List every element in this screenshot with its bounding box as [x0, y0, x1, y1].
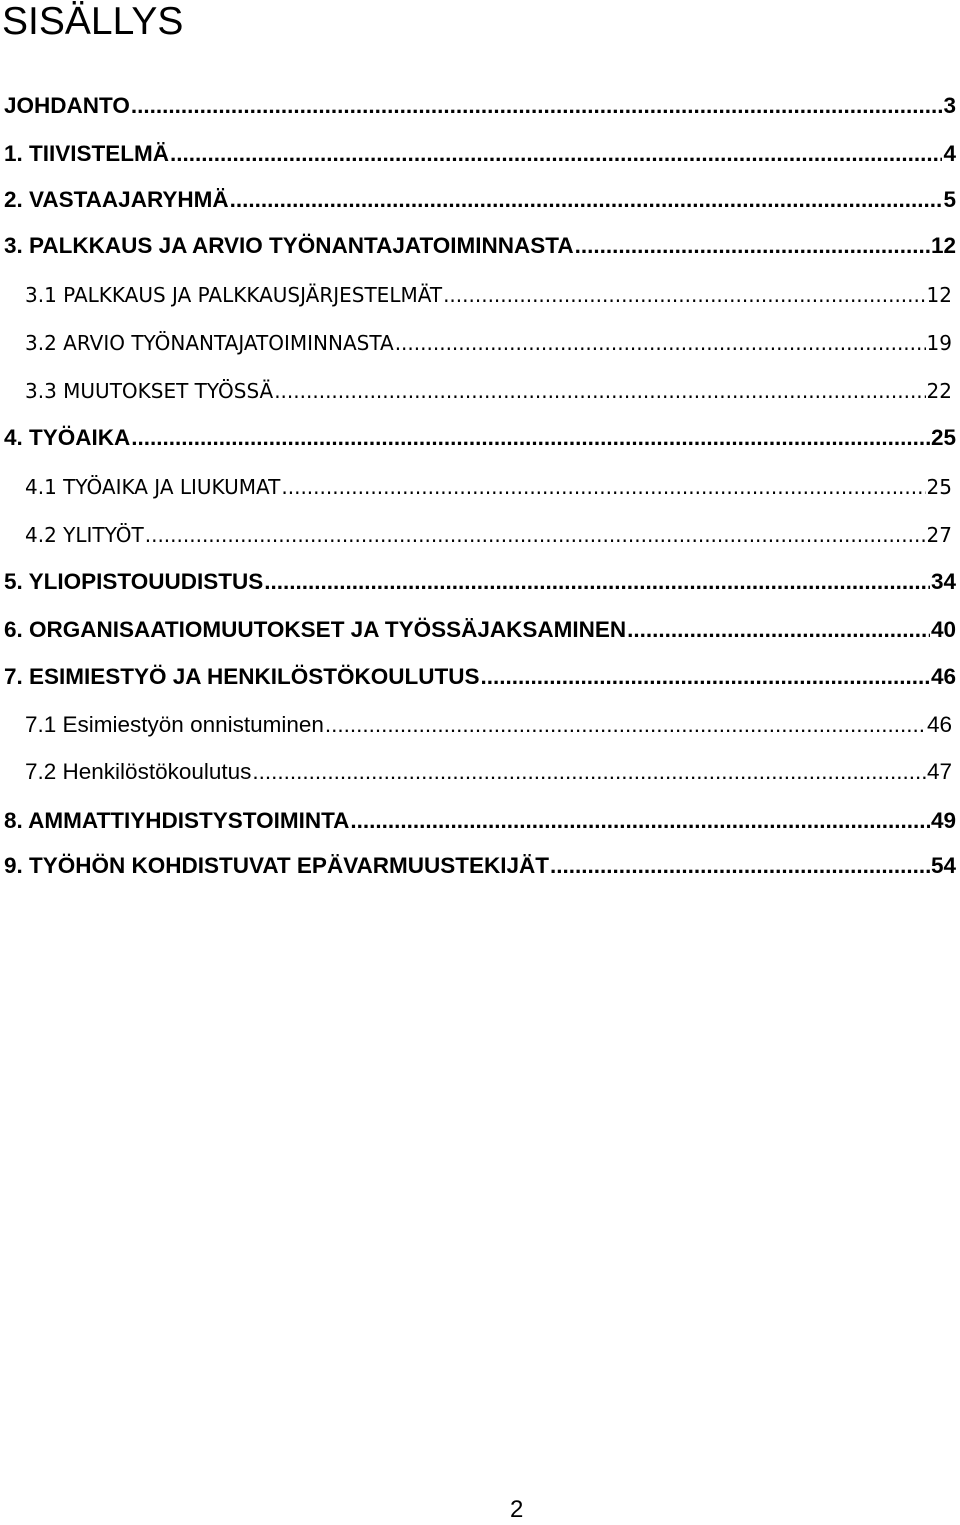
toc-entry[interactable] — [4, 230, 956, 262]
toc-entry-page: 4 — [943, 141, 956, 166]
toc-entry[interactable] — [25, 327, 952, 359]
toc-entry-page: 27 — [926, 523, 952, 547]
toc-dot-leader — [395, 327, 926, 359]
toc-entry-label: 2. VASTAAJARYHMÄ — [4, 187, 229, 212]
toc-dot-leader — [131, 90, 943, 122]
toc-dot-leader — [145, 519, 926, 551]
toc-entry-label: 4. TYÖAIKA — [4, 425, 131, 450]
toc-entry-page: 49 — [930, 808, 956, 833]
toc-dot-leader — [170, 138, 942, 170]
toc-dot-leader — [550, 850, 930, 882]
toc-entry-page: 34 — [930, 569, 956, 594]
toc-dot-leader — [443, 279, 925, 311]
toc-entry-label: 7. ESIMIESTYÖ JA HENKILÖSTÖKOULUTUS — [4, 664, 480, 689]
toc-dot-leader — [480, 661, 930, 693]
toc-entry-page: 46 — [926, 712, 952, 737]
toc-entry-page: 22 — [926, 379, 952, 403]
toc-dot-leader — [325, 709, 926, 741]
toc-entry[interactable] — [25, 375, 952, 407]
toc-dot-leader — [264, 566, 930, 598]
toc-entry-page: 40 — [930, 617, 956, 642]
toc-entry-page: 47 — [926, 759, 952, 784]
toc-entry-label: 7.2 Henkilöstökoulutus — [25, 759, 252, 784]
toc-entry-label: 5. YLIOPISTOUUDISTUS — [4, 569, 264, 594]
toc-entry[interactable] — [4, 805, 956, 837]
toc-entry[interactable] — [25, 709, 952, 741]
toc-dot-leader — [627, 614, 930, 646]
toc-entry-page: 12 — [926, 283, 952, 307]
toc-entry-page: 19 — [926, 331, 952, 355]
toc-entry-page: 25 — [926, 475, 952, 499]
toc-entry-label: 3. PALKKAUS JA ARVIO TYÖNANTAJATOIMINNASTA — [4, 233, 574, 258]
page-number: 2 — [510, 1496, 524, 1523]
toc-entry[interactable] — [4, 422, 956, 454]
toc-entry[interactable] — [4, 184, 956, 216]
toc-entry-page: 3 — [943, 93, 956, 118]
toc-entry[interactable] — [4, 138, 956, 170]
toc-dot-leader — [575, 230, 930, 262]
toc-entry-label: 3.3 MUUTOKSET TYÖSSÄ — [25, 379, 274, 403]
toc-entry-label: JOHDANTO — [4, 93, 130, 118]
toc-entry-label: 4.1 TYÖAIKA JA LIUKUMAT — [25, 475, 281, 499]
toc-entry-label: 7.1 Esimiestyön onnistuminen — [25, 712, 324, 737]
toc-entry-page: 54 — [930, 853, 956, 878]
toc-entry-page: 25 — [930, 425, 956, 450]
toc-entry[interactable] — [4, 614, 956, 646]
toc-entry-label: 3.1 PALKKAUS JA PALKKAUSJÄRJESTELMÄT — [25, 283, 443, 307]
toc-entry-page: 12 — [930, 233, 956, 258]
toc-entry[interactable] — [4, 661, 956, 693]
toc-entry[interactable] — [4, 850, 956, 882]
toc-dot-leader — [252, 756, 926, 788]
toc-dot-leader — [274, 375, 925, 407]
toc-entry[interactable] — [25, 471, 952, 503]
toc-dot-leader — [230, 184, 943, 216]
toc-dot-leader — [350, 805, 930, 837]
toc-entry[interactable] — [25, 279, 952, 311]
toc-dot-leader — [131, 422, 930, 454]
toc-entry-label: 8. AMMATTIYHDISTYSTOIMINTA — [4, 808, 350, 833]
toc-entry-label: 9. TYÖHÖN KOHDISTUVAT EPÄVARMUUSTEKIJÄT — [4, 853, 550, 878]
toc-entry-label: 4.2 YLITYÖT — [25, 523, 144, 547]
toc-dot-leader — [281, 471, 925, 503]
toc-entry[interactable] — [4, 90, 956, 122]
toc-entry-label: 3.2 ARVIO TYÖNANTAJATOIMINNASTA — [25, 331, 394, 355]
page-title: SISÄLLYS — [2, 0, 184, 43]
toc-entry-page: 5 — [943, 187, 956, 212]
toc-entry[interactable] — [4, 566, 956, 598]
toc-entry[interactable] — [25, 519, 952, 551]
toc-entry-page: 46 — [930, 664, 956, 689]
toc-entry-label: 1. TIIVISTELMÄ — [4, 141, 170, 166]
toc-entry-label: 6. ORGANISAATIOMUUTOKSET JA TYÖSSÄJAKSAMINEN — [4, 617, 627, 642]
toc-entry[interactable] — [25, 756, 952, 788]
